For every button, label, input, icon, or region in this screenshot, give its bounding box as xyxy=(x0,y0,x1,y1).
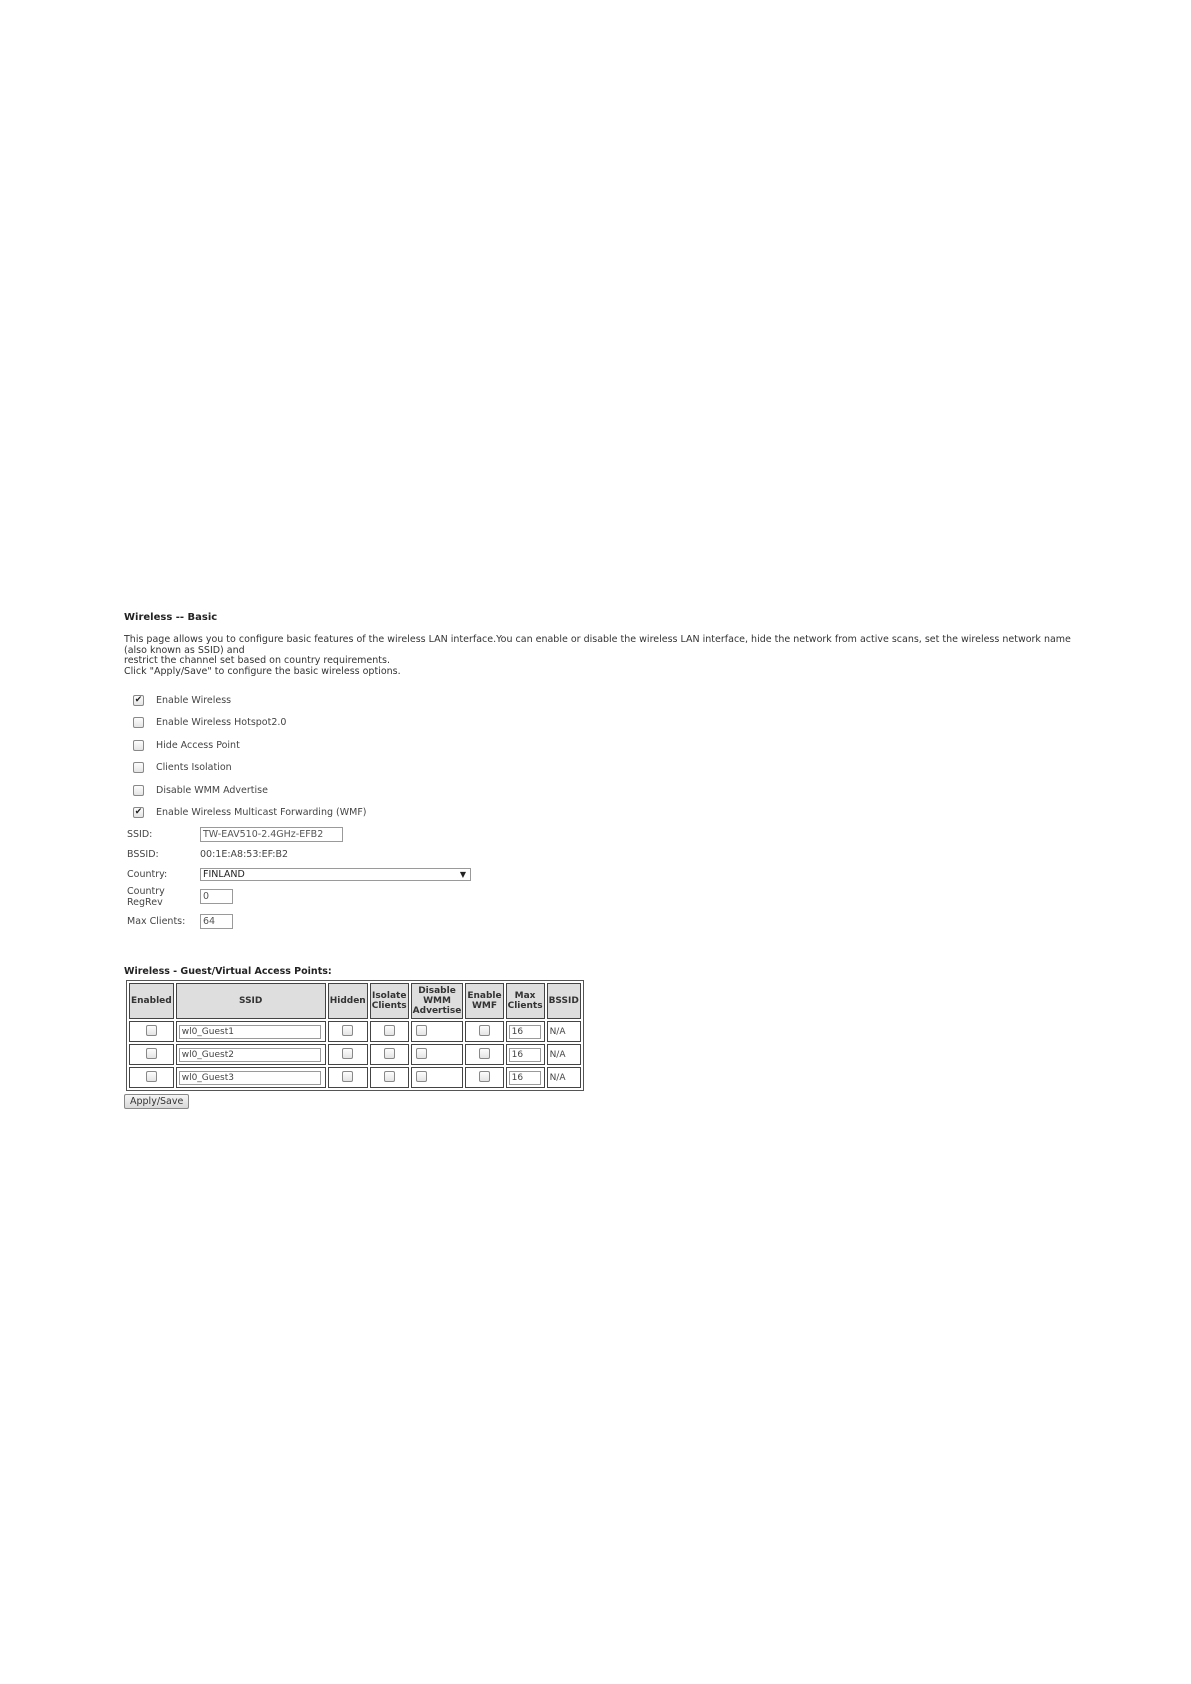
guest-isolate-checkbox[interactable] xyxy=(384,1071,395,1082)
header-bssid: BSSID xyxy=(547,983,581,1019)
guest-wmf-checkbox[interactable] xyxy=(479,1071,490,1082)
max-clients-row xyxy=(127,909,1084,933)
max-clients-cell xyxy=(506,1044,545,1065)
header-enable-wmf xyxy=(465,983,503,1019)
intro-line-3: Click "Apply/Save" to configure the basic wireless options. xyxy=(124,665,401,677)
header-hidden: Hidden xyxy=(328,983,368,1019)
option-clients-isolation xyxy=(133,757,1084,780)
guest-wmf-checkbox[interactable] xyxy=(479,1025,490,1036)
guest-max-clients-input[interactable]: 16 xyxy=(509,1071,541,1085)
ssid-cell xyxy=(176,1021,326,1042)
option-label: Enable Wireless Multicast Forwarding (WMF) xyxy=(156,807,367,819)
bssid-cell: N/A xyxy=(547,1044,581,1065)
option-enable-wireless xyxy=(133,689,1084,712)
option-label: Disable WMM Advertise xyxy=(156,784,268,796)
header-line: Enable xyxy=(467,991,502,1001)
max-clients-cell xyxy=(506,1021,545,1042)
hidden-cell xyxy=(328,1067,368,1088)
enable-hotspot-checkbox[interactable] xyxy=(133,717,144,728)
option-label: Clients Isolation xyxy=(156,762,232,774)
ssid-label: SSID: xyxy=(127,828,153,840)
enabled-cell xyxy=(129,1021,174,1042)
hidden-cell xyxy=(328,1044,368,1065)
guest-section-title: Wireless - Guest/Virtual Access Points: xyxy=(124,966,332,977)
header-isolate-clients xyxy=(370,983,409,1019)
regrev-row xyxy=(127,884,1084,909)
header-line: Advertise xyxy=(412,1006,462,1016)
wireless-options xyxy=(133,689,1084,824)
enabled-cell xyxy=(129,1044,174,1065)
ssid-cell xyxy=(176,1067,326,1088)
header-line: Disable xyxy=(418,986,456,996)
header-line: WMM xyxy=(423,996,451,1006)
isolate-cell xyxy=(370,1044,409,1065)
bssid-cell: N/A xyxy=(547,1021,581,1042)
apply-save-button[interactable]: Apply/Save xyxy=(124,1094,189,1109)
option-enable-wmf xyxy=(133,802,1084,825)
header-line: Isolate xyxy=(371,991,407,1001)
country-row xyxy=(127,864,1084,884)
option-hide-access-point xyxy=(133,734,1084,757)
bssid-row xyxy=(127,844,1084,864)
table-row xyxy=(129,1044,581,1065)
basic-fields xyxy=(127,824,1084,933)
guest-enabled-checkbox[interactable] xyxy=(146,1071,157,1082)
enable-wireless-checkbox[interactable]: ✔ xyxy=(134,694,143,705)
guest-hidden-checkbox[interactable] xyxy=(342,1071,353,1082)
disable-wmm-checkbox[interactable] xyxy=(133,785,144,796)
enabled-cell xyxy=(129,1067,174,1088)
wmf-cell xyxy=(465,1067,503,1088)
country-label: Country: xyxy=(127,868,168,880)
option-disable-wmm xyxy=(133,779,1084,802)
table-row xyxy=(129,1067,581,1088)
bssid-cell: N/A xyxy=(547,1067,581,1088)
intro-text xyxy=(124,635,1084,677)
wireless-basic-page xyxy=(124,612,1084,1107)
isolate-cell xyxy=(370,1021,409,1042)
header-max-clients xyxy=(506,983,545,1019)
intro-line-1: This page allows you to configure basic features of the wireless LAN interface.You can enable or disable the wireless LAN interface, hide the network from active scans, set the wireless network name (also known as SSID) and xyxy=(124,634,1071,656)
guest-max-clients-input[interactable]: 16 xyxy=(509,1048,541,1062)
clients-isolation-checkbox[interactable] xyxy=(133,762,144,773)
guest-ssid-input[interactable]: wl0_Guest2 xyxy=(179,1048,321,1062)
bssid-label: BSSID: xyxy=(127,848,159,860)
ssid-row xyxy=(127,824,1084,844)
option-label: Enable Wireless xyxy=(156,694,232,706)
guest-max-clients-input[interactable]: 16 xyxy=(509,1025,541,1039)
header-line: Clients xyxy=(371,1001,407,1011)
header-line: WMF xyxy=(471,1001,497,1011)
guest-hidden-checkbox[interactable] xyxy=(342,1025,353,1036)
header-enabled: Enabled xyxy=(129,983,174,1019)
country-selected-value: FINLAND xyxy=(203,868,245,880)
guest-enabled-checkbox[interactable] xyxy=(146,1048,157,1059)
guest-ssid-input[interactable]: wl0_Guest3 xyxy=(179,1071,321,1085)
guest-access-points-table xyxy=(126,980,584,1091)
guest-isolate-checkbox[interactable] xyxy=(384,1025,395,1036)
max-clients-cell xyxy=(506,1067,545,1088)
isolate-cell xyxy=(370,1067,409,1088)
wmm-cell xyxy=(411,1021,464,1042)
ssid-cell xyxy=(176,1044,326,1065)
option-enable-hotspot xyxy=(133,712,1084,735)
table-row xyxy=(129,1021,581,1042)
max-clients-label: Max Clients: xyxy=(127,915,186,927)
header-ssid: SSID xyxy=(176,983,326,1019)
wmm-cell xyxy=(411,1044,464,1065)
page-title: Wireless -- Basic xyxy=(124,612,218,623)
regrev-label: Country RegRev xyxy=(127,885,165,908)
option-label: Hide Access Point xyxy=(156,739,240,751)
guest-ssid-input[interactable]: wl0_Guest1 xyxy=(179,1025,321,1039)
max-clients-input[interactable]: 64 xyxy=(200,914,233,929)
wmm-cell xyxy=(411,1067,464,1088)
dropdown-arrow-icon: ▼ xyxy=(459,869,466,879)
regrev-input[interactable]: 0 xyxy=(200,889,233,904)
guest-wmf-checkbox[interactable] xyxy=(479,1048,490,1059)
enable-wmf-checkbox[interactable]: ✔ xyxy=(134,807,143,818)
header-disable-wmm xyxy=(411,983,464,1019)
guest-isolate-checkbox[interactable] xyxy=(384,1048,395,1059)
guest-hidden-checkbox[interactable] xyxy=(342,1048,353,1059)
country-select[interactable] xyxy=(200,868,471,881)
table-header-row xyxy=(129,983,581,1019)
ssid-input[interactable]: TW-EAV510-2.4GHz-EFB2 xyxy=(200,827,343,842)
wmf-cell xyxy=(465,1021,503,1042)
bssid-value: 00:1E:A8:53:EF:B2 xyxy=(200,848,289,860)
option-label: Enable Wireless Hotspot2.0 xyxy=(156,717,287,729)
guest-enabled-checkbox[interactable] xyxy=(146,1025,157,1036)
guest-disable-wmm-checkbox[interactable] xyxy=(416,1025,427,1036)
wmf-cell xyxy=(465,1044,503,1065)
hide-access-point-checkbox[interactable] xyxy=(133,740,144,751)
header-line: Max xyxy=(514,991,536,1001)
header-line: Clients xyxy=(507,1001,543,1011)
guest-disable-wmm-checkbox[interactable] xyxy=(416,1048,427,1059)
intro-line-2: restrict the channel set based on country requirements. xyxy=(124,655,390,666)
guest-disable-wmm-checkbox[interactable] xyxy=(416,1071,427,1082)
hidden-cell xyxy=(328,1021,368,1042)
